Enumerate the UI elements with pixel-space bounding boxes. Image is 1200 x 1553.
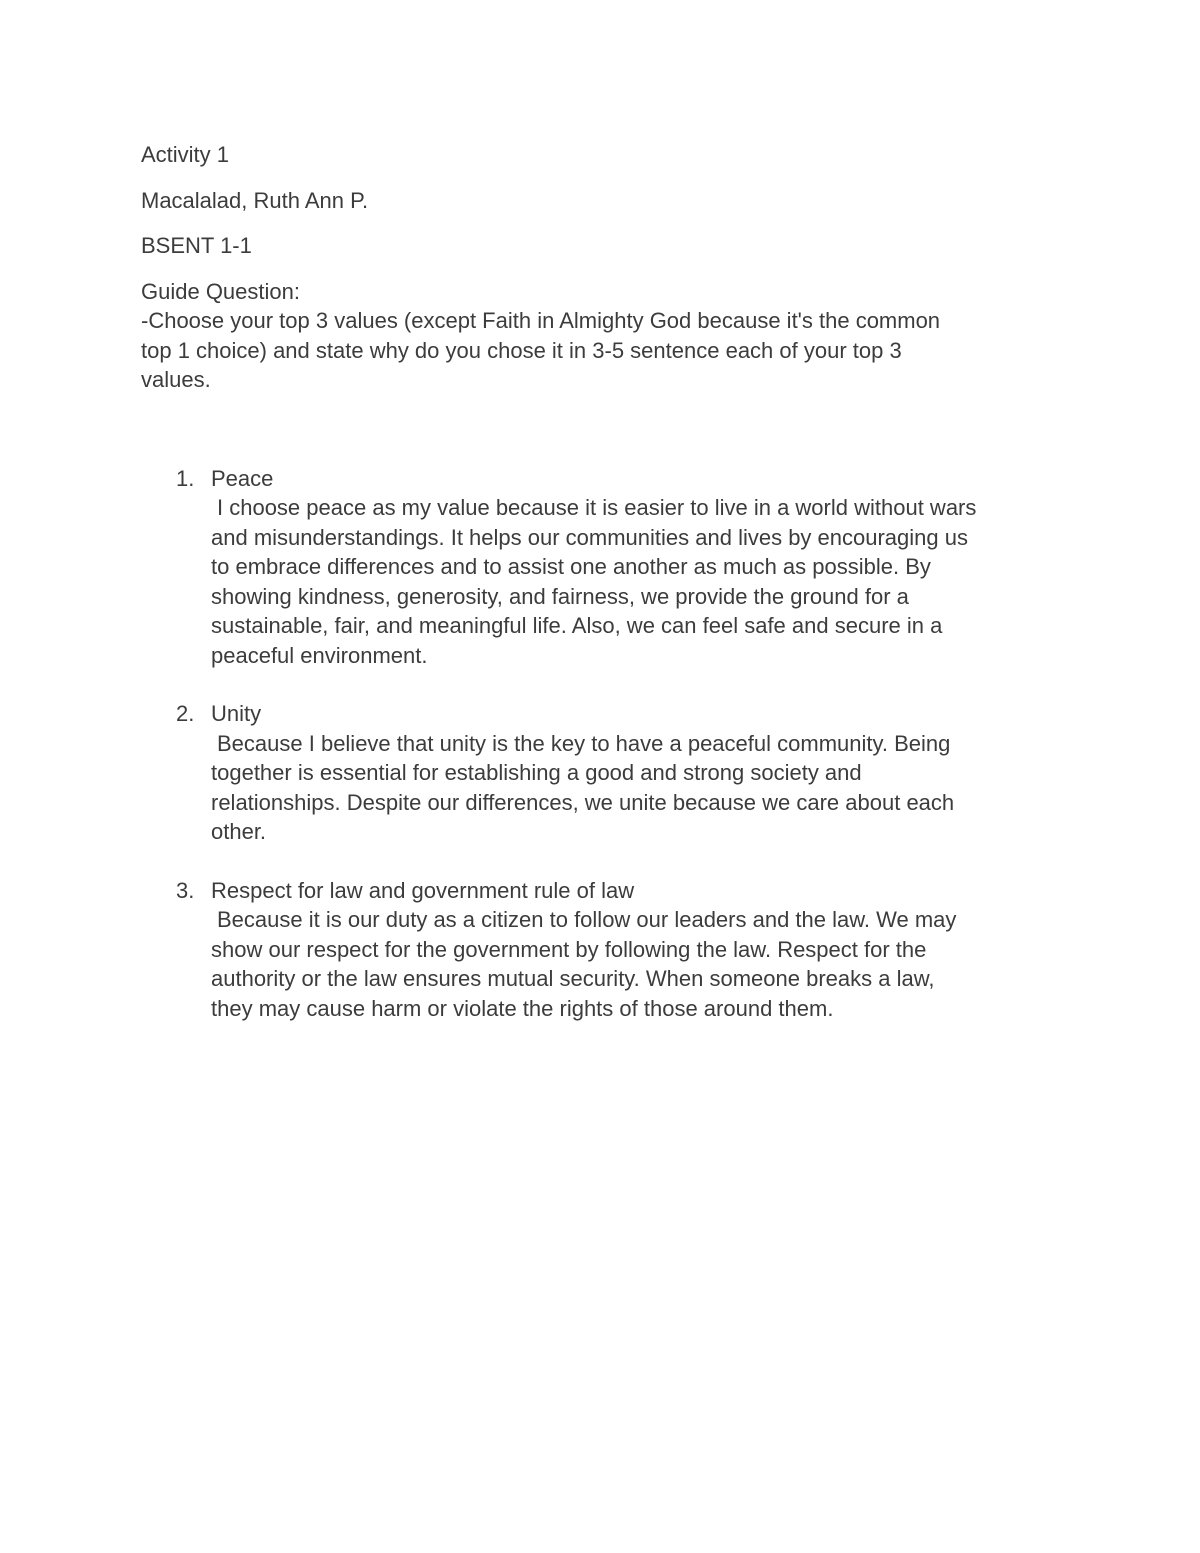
explanation-line: Because it is our duty as a citizen to follow our leaders and the law. We may [217,907,957,932]
value-title: Unity [211,701,262,726]
student-section: BSENT 1-1 [141,233,252,258]
value-item-unity [141,699,1071,847]
document-page [141,140,1071,1052]
explanation-line: Because I believe that unity is the key to have a peaceful community. Being [217,730,951,756]
explanation-line: authority or the law ensures mutual security. When someone breaks a law, [211,966,935,991]
student-name: Macalalad, Ruth Ann P. [141,187,369,213]
value-item-peace [141,464,1071,671]
list-number: 2. [176,701,195,726]
guide-question-line: top 1 choice) and state why do you chose it in 3-5 sentence each of your top 3 [141,337,902,363]
explanation-line: I choose peace as my value because it is easier to live in a world without wars [217,495,977,520]
guide-question-line: -Choose your top 3 values (except Faith in Almighty God because it's the common [141,308,941,333]
values-list [141,464,1071,1024]
guide-question-line: values. [141,367,211,392]
explanation-line: together is essential for establishing a good and strong society and [211,760,862,785]
list-number: 3. [176,877,195,903]
explanation-line: peaceful environment. [211,642,428,668]
guide-question-text [141,306,1041,395]
explanation-line: show our respect for the government by following the law. Respect for the [211,936,927,962]
explanation-line: to embrace differences and to assist one another as much as possible. By [211,554,931,579]
value-explanation [211,493,1071,670]
value-explanation [211,729,1071,847]
value-title: Peace [211,465,274,491]
explanation-line: showing kindness, generosity, and fairness, we provide the ground for a [211,583,909,609]
list-number: 1. [176,465,195,491]
explanation-line: they may cause harm or violate the rights of those around them. [211,995,834,1021]
explanation-line: other. [211,819,267,844]
explanation-line: and misunderstandings. It helps our communities and lives by encouraging us [211,524,968,550]
activity-title: Activity 1 [141,142,230,167]
explanation-line: relationships. Despite our differences, we unite because we care about each [211,789,955,815]
explanation-line: sustainable, fair, and meaningful life. Also, we can feel safe and secure in a [211,613,943,638]
value-item-respect-for-law [141,876,1071,1024]
value-explanation [211,905,1071,1023]
guide-question-label: Guide Question: [141,278,300,304]
value-title: Respect for law and government rule of law [211,877,635,903]
